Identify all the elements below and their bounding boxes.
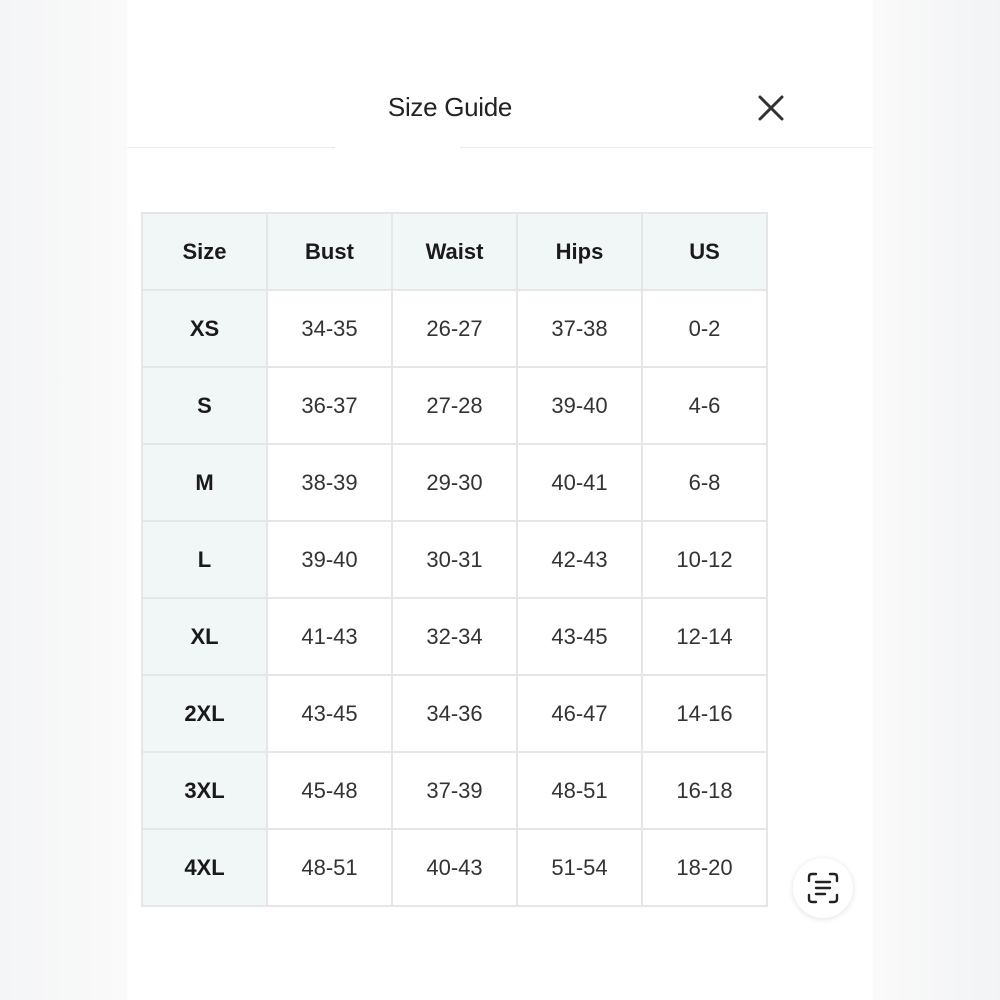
measurement-cell-bust: 43-45 xyxy=(267,675,392,752)
column-header-waist: Waist xyxy=(392,213,517,290)
table-row xyxy=(142,598,767,675)
measurement-cell-us: 6-8 xyxy=(642,444,767,521)
measurement-cell-hips: 48-51 xyxy=(517,752,642,829)
measurement-cell-hips: 39-40 xyxy=(517,367,642,444)
close-button[interactable] xyxy=(755,92,787,124)
size-guide-sheet xyxy=(127,0,873,1000)
size-label-cell: 4XL xyxy=(142,829,267,906)
close-icon xyxy=(755,92,787,124)
measurement-cell-waist: 32-34 xyxy=(392,598,517,675)
measurement-cell-bust: 41-43 xyxy=(267,598,392,675)
size-label-cell: XL xyxy=(142,598,267,675)
table-row xyxy=(142,290,767,367)
measurement-cell-waist: 29-30 xyxy=(392,444,517,521)
measurement-cell-hips: 37-38 xyxy=(517,290,642,367)
measurement-cell-us: 0-2 xyxy=(642,290,767,367)
measurement-cell-hips: 40-41 xyxy=(517,444,642,521)
measurement-cell-us: 12-14 xyxy=(642,598,767,675)
measurement-cell-us: 16-18 xyxy=(642,752,767,829)
measurement-cell-bust: 38-39 xyxy=(267,444,392,521)
measurement-cell-waist: 40-43 xyxy=(392,829,517,906)
size-label-cell: XS xyxy=(142,290,267,367)
column-header-us: US xyxy=(642,213,767,290)
measurement-cell-hips: 42-43 xyxy=(517,521,642,598)
size-label-cell: 2XL xyxy=(142,675,267,752)
column-header-size: Size xyxy=(142,213,267,290)
table-row xyxy=(142,752,767,829)
measurement-cell-bust: 36-37 xyxy=(267,367,392,444)
measurement-cell-us: 18-20 xyxy=(642,829,767,906)
live-text-scan-button[interactable] xyxy=(793,858,853,918)
table-row xyxy=(142,675,767,752)
measurement-cell-bust: 48-51 xyxy=(267,829,392,906)
size-label-cell: S xyxy=(142,367,267,444)
size-label-cell: L xyxy=(142,521,267,598)
background-left xyxy=(0,0,127,1000)
measurement-cell-bust: 39-40 xyxy=(267,521,392,598)
measurement-cell-waist: 37-39 xyxy=(392,752,517,829)
measurement-cell-hips: 51-54 xyxy=(517,829,642,906)
measurement-cell-us: 14-16 xyxy=(642,675,767,752)
table-row xyxy=(142,367,767,444)
measurement-cell-waist: 34-36 xyxy=(392,675,517,752)
table-row xyxy=(142,521,767,598)
measurement-cell-waist: 26-27 xyxy=(392,290,517,367)
measurement-cell-hips: 46-47 xyxy=(517,675,642,752)
measurement-cell-bust: 45-48 xyxy=(267,752,392,829)
background-right xyxy=(873,0,1000,1000)
measurement-cell-waist: 27-28 xyxy=(392,367,517,444)
table-row xyxy=(142,444,767,521)
live-text-scan-icon xyxy=(805,870,841,906)
table-row xyxy=(142,829,767,906)
measurement-cell-waist: 30-31 xyxy=(392,521,517,598)
sheet-header xyxy=(127,0,873,148)
size-table-container xyxy=(127,148,807,938)
page-title: Size Guide xyxy=(387,92,513,122)
size-label-cell: M xyxy=(142,444,267,521)
measurement-cell-us: 10-12 xyxy=(642,521,767,598)
column-header-hips: Hips xyxy=(517,213,642,290)
column-header-bust: Bust xyxy=(267,213,392,290)
measurement-cell-bust: 34-35 xyxy=(267,290,392,367)
measurement-cell-hips: 43-45 xyxy=(517,598,642,675)
measurement-cell-us: 4-6 xyxy=(642,367,767,444)
size-label-cell: 3XL xyxy=(142,752,267,829)
size-table xyxy=(141,212,768,907)
table-header-row xyxy=(142,213,767,290)
